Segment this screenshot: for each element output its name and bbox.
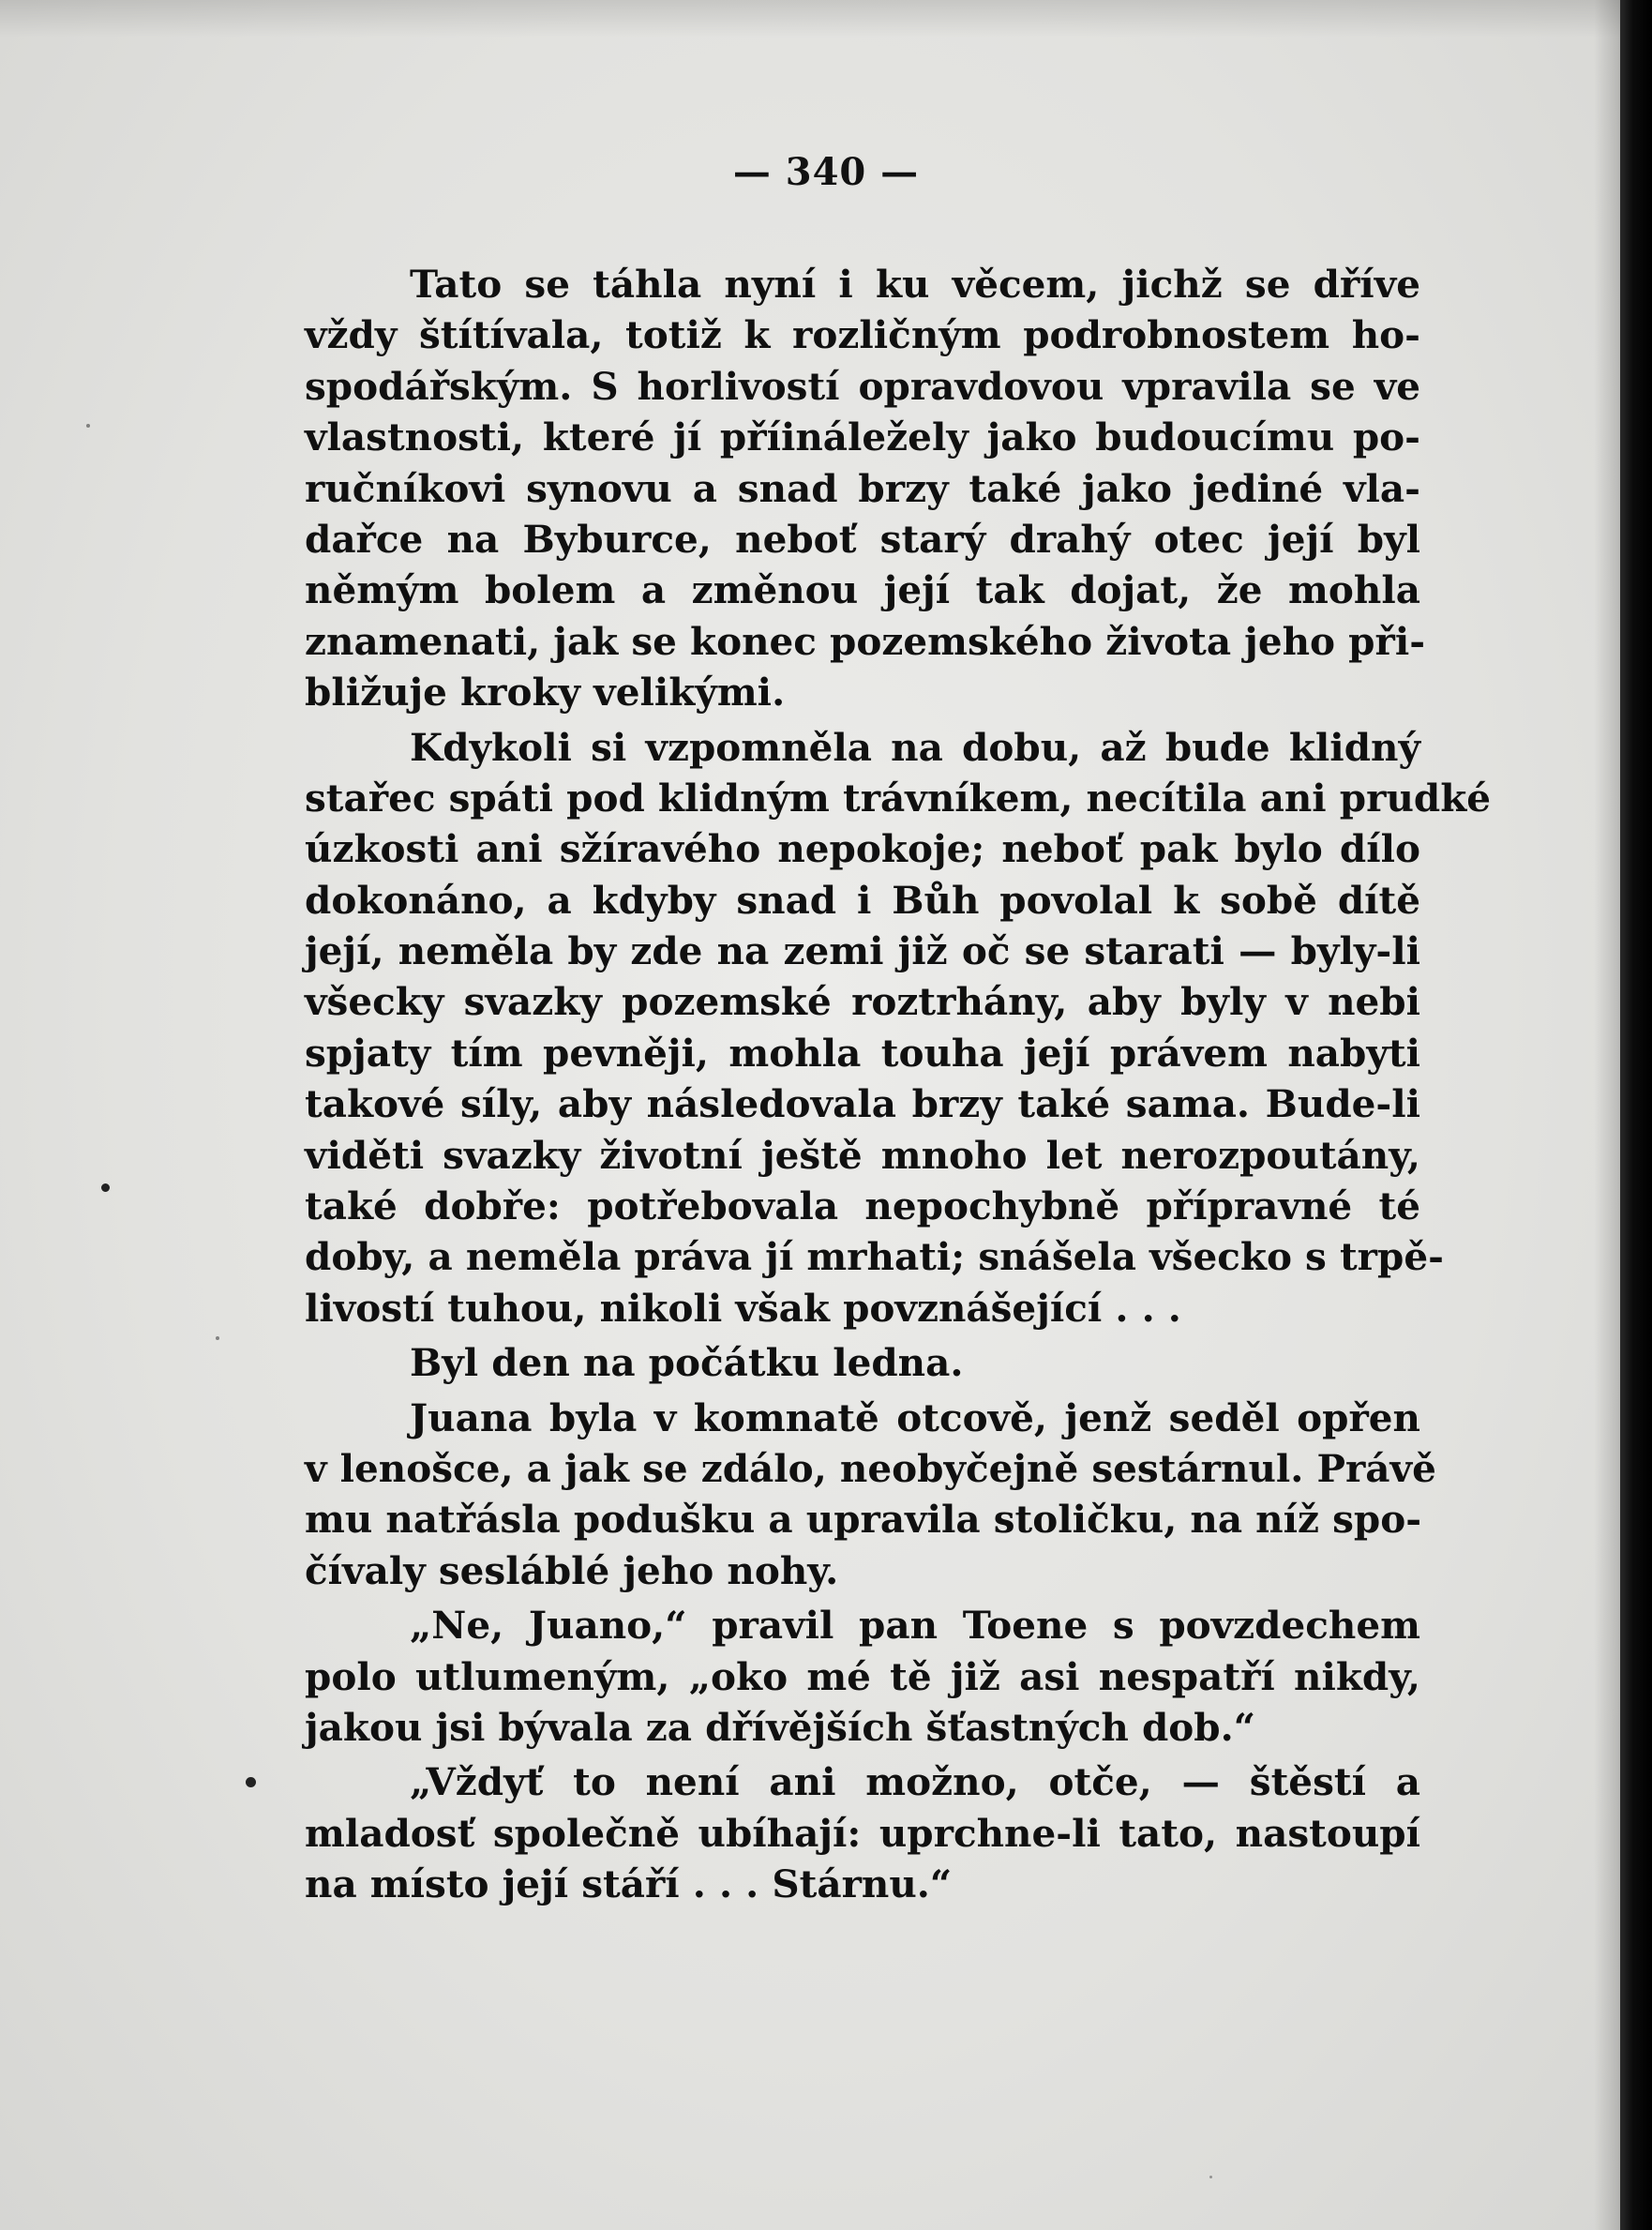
paragraph-1 xyxy=(305,259,1426,718)
text-line: jakou jsi bývala za dřívějších šťastných dob.“ xyxy=(305,1704,1256,1750)
text-line: viděti svazky životní ještě mnoho let nerozpoutány, xyxy=(305,1132,1420,1178)
scan-speck xyxy=(246,1777,256,1787)
text-line: bližuje kroky velikými. xyxy=(305,670,786,716)
text-line: Tato se táhla nyní i ku věcem, jichž se dříve xyxy=(410,262,1420,307)
text-line: mladosť společně ubíhají: uprchne-li tato, nastoupí xyxy=(305,1810,1420,1856)
text-line: čívaly sesláblé jeho nohy. xyxy=(305,1547,839,1593)
text-line: znamenati, jak se konec pozemského života jeho při- xyxy=(305,618,1426,664)
scan-speck xyxy=(101,1183,110,1192)
text-line: polo utlumeným, „oko mé tě již asi nespatří nikdy, xyxy=(305,1653,1420,1699)
text-line: spjaty tím pevněji, mohla touha její právem nabyti xyxy=(305,1030,1420,1076)
text-line: Juana byla v komnatě otcově, jenž seděl opřen xyxy=(410,1394,1420,1440)
text-line: stařec spáti pod klidným trávníkem, necítila ani prudké xyxy=(305,775,1492,821)
paragraph-6 xyxy=(305,1756,1420,1909)
top-shadow xyxy=(0,0,1620,38)
text-line: úzkosti ani sžíravého nepokoje; neboť pak bylo dílo xyxy=(305,826,1420,872)
text-line: dokonáno, a kdyby snad i Bůh povolal k sobě dítě xyxy=(305,877,1420,923)
scan-speck xyxy=(1209,2176,1212,2178)
text-line: vlastnosti, které jí příináležely jako budoucímu po- xyxy=(305,414,1420,460)
text-line: takové síly, aby následovala brzy také sama. Bude-li xyxy=(305,1081,1420,1127)
text-line: mu natřásla podušku a upravila stoličku, na níž spo- xyxy=(305,1497,1422,1543)
text-line: Byl den na počátku ledna. xyxy=(410,1340,964,1386)
page-edge-shadow xyxy=(1594,0,1622,2230)
text-line: livostí tuhou, nikoli však povznášející . . . xyxy=(305,1285,1181,1331)
text-line: její, neměla by zde na zemi již oč se starati — byly-li xyxy=(305,928,1420,974)
paragraph-4 xyxy=(305,1393,1436,1597)
text-line: doby, a neměla práva jí mrhati; snášela všecko s trpě- xyxy=(305,1234,1444,1280)
text-line: ručníkovi synovu a snad brzy také jako jediné vla- xyxy=(305,465,1420,511)
text-line: „Ne, Juano,“ pravil pan Toene s povzdechem xyxy=(410,1603,1420,1649)
paragraph-3 xyxy=(305,1337,1420,1388)
scan-speck xyxy=(86,424,90,428)
text-line: vždy štítívala, totiž k rozličným podrobnostem ho- xyxy=(305,312,1420,358)
text-line: „Vždyť to není ani možno, otče, — štěstí a xyxy=(410,1759,1420,1805)
text-line: na místo její stáří . . . Stárnu.“ xyxy=(305,1861,953,1907)
text-line: všecky svazky pozemské roztrhány, aby byly v nebi xyxy=(305,979,1420,1025)
paragraph-2 xyxy=(305,722,1492,1334)
scan-speck xyxy=(216,1336,219,1340)
text-line: dařce na Byburce, neboť starý drahý otec její byl xyxy=(305,516,1420,562)
scan-border xyxy=(1620,0,1652,2230)
page-number: — 340 — xyxy=(732,150,920,194)
text-line: spodářským. S horlivostí opravdovou vpravila se ve xyxy=(305,363,1420,409)
text-line: v lenošce, a jak se zdálo, neobyčejně sestárnul. Právě xyxy=(305,1445,1436,1491)
text-line: němým bolem a změnou její tak dojat, že mohla xyxy=(305,567,1420,613)
body-text xyxy=(305,259,1492,1910)
text-line: také dobře: potřebovala nepochybně přípravné té xyxy=(305,1183,1420,1229)
paragraph-5 xyxy=(305,1600,1420,1753)
text-line: Kdykoli si vzpomněla na dobu, až bude klidný xyxy=(410,724,1420,770)
